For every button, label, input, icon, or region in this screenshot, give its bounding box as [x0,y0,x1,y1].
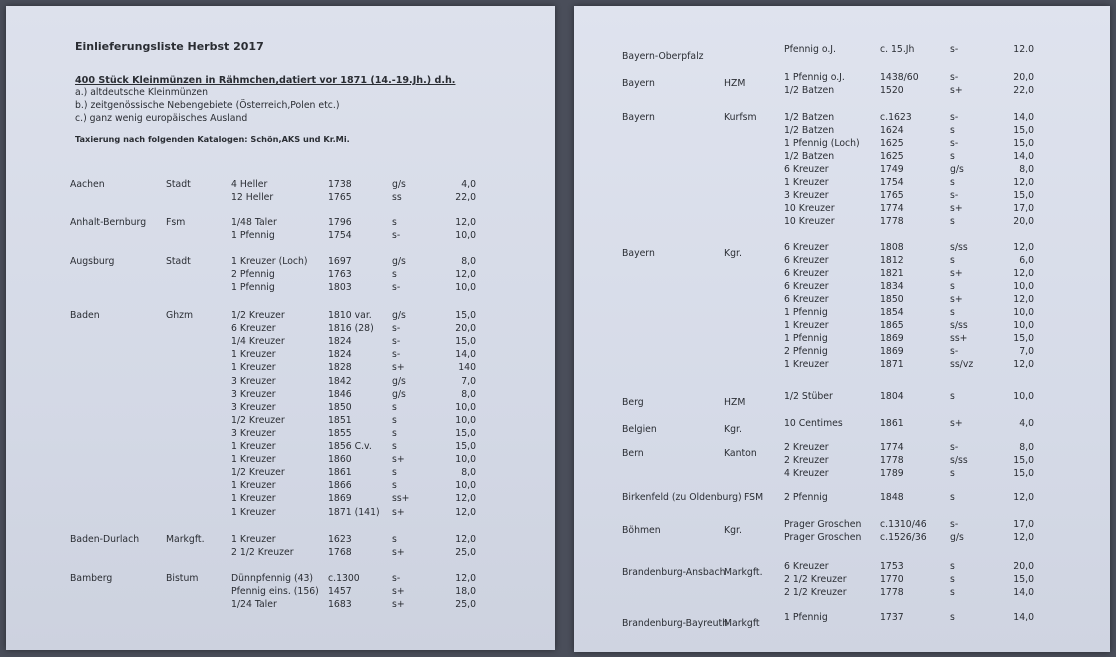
coin-denomination: 1 Kreuzer [231,506,276,518]
coin-year: 1625 [880,138,904,149]
coin-price: 10,0 [1013,391,1034,402]
coin-denomination: 1/2 Batzen [784,125,835,136]
coin-grade: s- [392,323,401,335]
note-c: c.) ganz wenig europäisches Ausland [75,113,248,124]
coin-year: 1856 C.v. [328,441,372,452]
region-name: Birkenfeld (zu Oldenburg) [622,492,742,503]
coin-grade: ss/vz [950,359,974,370]
coin-price: 15,0 [1013,333,1034,344]
coin-year: 1869 [880,333,904,344]
coin-denomination: 3 Kreuzer [231,401,276,413]
coin-price: 15,0 [1013,574,1034,585]
coin-price: 22,0 [1013,85,1034,96]
coin-year: 1789 [880,468,904,479]
region-type: Bistum [166,573,199,584]
coin-denomination: 2 Pfennig [784,492,828,503]
coin-price: 15,0 [455,310,476,321]
coin-price: 8,0 [461,467,476,479]
coin-year: 1457 [328,586,352,598]
coin-denomination: 1 Pfennig o.J. [784,72,845,83]
coin-grade: s+ [950,418,963,429]
coin-grade: s [950,612,955,623]
coin-denomination: 1/4 Kreuzer [231,336,285,348]
coin-year: 1763 [328,269,352,281]
region-type: HZM [724,78,746,89]
coin-denomination: 4 Kreuzer [784,468,829,479]
region-name: Aachen [70,179,105,190]
coin-denomination: 1/2 Batzen [784,151,835,162]
coin-grade: s- [392,230,401,242]
region-name: Anhalt-Bernburg [70,217,147,228]
right-page [574,6,1110,652]
coin-grade: g/s [392,310,406,321]
coin-year: 1804 [880,391,904,402]
coin-denomination: Prager Groschen [784,532,862,543]
coin-year: 1765 [328,192,352,204]
coin-price: 20,0 [1013,72,1034,83]
coin-price: 10,0 [455,414,476,426]
coin-grade: s- [392,282,401,294]
coin-denomination: 3 Kreuzer [784,190,829,201]
region-type: Stadt [166,256,191,267]
region-type: Ghzm [166,310,194,321]
coin-grade: s [950,468,955,479]
coin-grade: s [392,217,397,228]
coin-year: 1520 [880,85,904,96]
coin-year: 1738 [328,179,352,190]
coin-year: 1754 [328,230,352,242]
region-type: FSM [744,492,764,503]
coin-price: 12.0 [1013,44,1034,55]
coin-year: 1683 [328,599,352,611]
coin-grade: s+ [392,506,405,518]
coin-grade: g/s [950,164,964,175]
region-type: Kgr. [724,424,742,435]
coin-year: 1774 [880,442,904,453]
coin-year: c.1300 [328,573,360,584]
coin-price: 8,0 [1019,442,1034,453]
coin-price: 15,0 [1013,138,1034,149]
coin-denomination: 3 Kreuzer [231,427,276,439]
coin-year: 1869 [328,493,352,505]
coin-year: 1774 [880,203,904,214]
coin-grade: g/s [392,179,406,190]
coin-denomination: 2 Pfennig [231,269,275,281]
coin-price: 12,0 [1013,359,1034,370]
coin-denomination: 1 Kreuzer [784,359,829,370]
coin-grade: s+ [392,599,405,611]
coin-denomination: 10 Kreuzer [784,203,835,214]
coin-denomination: 6 Kreuzer [784,281,829,292]
coin-price: 8,0 [461,256,476,267]
coin-price: 22,0 [455,192,476,204]
region-name: Bayern [622,112,655,123]
coin-price: 17,0 [1013,519,1034,530]
coin-price: 140 [458,362,476,374]
coin-denomination: 1 Pfennig [231,282,275,294]
coin-price: 14,0 [1013,112,1034,123]
coin-grade: s+ [950,203,963,214]
coin-denomination: 1/2 Stüber [784,391,833,402]
coin-year: 1812 [880,255,904,266]
coin-price: 12,0 [455,506,476,518]
coin-grade: s [392,441,397,452]
coin-price: 15,0 [455,427,476,439]
coin-year: 1753 [880,561,904,572]
coin-grade: s [950,125,955,136]
coin-grade: s [950,587,955,598]
coin-price: 12,0 [1013,177,1034,188]
coin-denomination: 1 Kreuzer [231,493,276,505]
coin-price: 8,0 [461,388,476,400]
coin-grade: s+ [392,547,405,559]
coin-price: 17,0 [1013,203,1034,214]
coin-denomination: 6 Kreuzer [784,255,829,266]
coin-year: 1846 [328,388,352,400]
coin-grade: s [950,216,955,227]
note-b: b.) zeitgenössische Nebengebiete (Österreich,Polen etc.) [75,100,340,111]
coin-grade: s- [950,442,959,453]
coin-year: 1824 [328,349,352,361]
coin-price: 6,0 [1019,255,1034,266]
coin-year: 1848 [880,492,904,503]
coin-grade: s- [950,112,959,123]
region-type: Kanton [724,448,757,459]
coin-price: 8,0 [1019,164,1034,175]
note-a: a.) altdeutsche Kleinmünzen [75,87,209,98]
coin-year: 1749 [880,164,904,175]
coin-grade: s- [392,573,401,584]
coin-denomination: Dünnpfennig (43) [231,573,314,584]
coin-year: 1778 [880,216,904,227]
coin-grade: s- [950,44,959,55]
coin-price: 12,0 [455,493,476,505]
coin-price: 14,0 [1013,612,1034,623]
coin-price: 10,0 [1013,320,1034,331]
region-name: Augsburg [70,256,115,267]
coin-price: 10,0 [455,401,476,413]
region-name: Bamberg [70,573,113,584]
coin-grade: s- [950,138,959,149]
coin-price: 15,0 [455,441,476,452]
coin-grade: s [950,391,955,402]
coin-denomination: 1 Kreuzer [784,177,829,188]
coin-denomination: 1 Pfennig [231,230,275,242]
coin-denomination: 4 Heller [231,179,268,190]
coin-year: 1754 [880,177,904,188]
coin-year: 1808 [880,242,904,253]
coin-grade: s+ [392,454,405,466]
coin-grade: s/ss [950,320,968,331]
coin-year: c.1310/46 [880,519,927,530]
coin-grade: ss+ [392,493,410,505]
coin-grade: s [950,492,955,503]
coin-denomination: 2 1/2 Kreuzer [231,547,294,559]
coin-denomination: Prager Groschen [784,519,862,530]
coin-denomination: 1 Kreuzer [784,320,829,331]
coin-price: 12,0 [1013,294,1034,305]
region-name: Brandenburg-Ansbach [622,567,726,578]
region-type: HZM [724,397,746,408]
coin-grade: s/ss [950,242,968,253]
region-type: Markgft. [166,534,205,545]
coin-denomination: 3 Kreuzer [231,375,276,387]
coin-price: 10,0 [455,230,476,242]
coin-denomination: 1 Kreuzer [231,441,276,452]
coin-grade: s+ [950,85,963,96]
coin-price: 14,0 [1013,151,1034,162]
region-name: Baden [70,310,100,321]
coin-denomination: 2 Pfennig [784,346,828,357]
region-name: Bayern-Oberpfalz [622,51,704,62]
coin-grade: ss [392,192,402,204]
region-name: Belgien [622,424,657,435]
coin-denomination: 6 Kreuzer [784,164,829,175]
coin-year: 1697 [328,256,352,267]
region-name: Brandenburg-Bayreuth [622,618,729,629]
coin-price: 12,0 [455,534,476,545]
region-name: Bayern [622,248,655,259]
region-type: Kgr. [724,525,742,536]
coin-year: 1821 [880,268,904,279]
coin-denomination: 1 Kreuzer [231,534,276,545]
coin-price: 10,0 [455,454,476,466]
coin-grade: g/s [392,388,406,400]
coin-denomination: 1 Kreuzer [231,362,276,374]
coin-denomination: 1 Kreuzer [231,454,276,466]
coin-denomination: 1 Kreuzer [231,349,276,361]
coin-year: 1768 [328,547,352,559]
coin-grade: s [392,427,397,439]
coin-year: 1855 [328,427,352,439]
coin-year: 1624 [880,125,904,136]
coin-year: 1842 [328,375,352,387]
coin-denomination: 1 Pfennig [784,612,828,623]
page-title: Einlieferungsliste Herbst 2017 [75,40,264,53]
coin-denomination: 2 Kreuzer [784,455,829,466]
coin-grade: s [950,281,955,292]
coin-year: 1851 [328,414,352,426]
coin-year: 1854 [880,307,904,318]
coin-year: 1778 [880,587,904,598]
coin-denomination: 10 Kreuzer [784,216,835,227]
coin-denomination: 1 Kreuzer (Loch) [231,256,308,267]
coin-denomination: 1 Kreuzer [231,480,276,492]
region-type: Markgft. [724,567,763,578]
coin-denomination: 6 Kreuzer [784,294,829,305]
coin-price: 20,0 [1013,561,1034,572]
coin-price: 14,0 [455,349,476,361]
region-type: Kgr. [724,248,742,259]
coin-grade: ss+ [950,333,968,344]
region-type: Markgft [724,618,760,629]
coin-price: 20,0 [1013,216,1034,227]
coin-year: 1861 [880,418,904,429]
coin-year: 1824 [328,336,352,348]
coin-price: 10,0 [455,480,476,492]
coin-year: 1625 [880,151,904,162]
coin-year: 1778 [880,455,904,466]
coin-price: 15,0 [1013,468,1034,479]
coin-year: 1770 [880,574,904,585]
coin-grade: s/ss [950,455,968,466]
coin-denomination: 1/2 Kreuzer [231,414,285,426]
coin-grade: s- [950,72,959,83]
lot-description: 400 Stück Kleinmünzen in Rähmchen,datiert vor 1871 (14.-19.Jh.) d.h. [75,75,456,86]
coin-denomination: 2 1/2 Kreuzer [784,587,847,598]
coin-grade: s- [392,336,401,348]
coin-year: 1860 [328,454,352,466]
coin-price: 15,0 [1013,125,1034,136]
coin-year: 1850 [880,294,904,305]
coin-grade: s [950,177,955,188]
coin-year: 1834 [880,281,904,292]
region-type: Fsm [166,217,186,228]
coin-denomination: 1/2 Batzen [784,85,835,96]
coin-year: 1765 [880,190,904,201]
coin-price: 4,0 [1019,418,1034,429]
coin-price: 12,0 [455,217,476,228]
coin-year: 1623 [328,534,352,545]
coin-denomination: 1/48 Taler [231,217,277,228]
coin-denomination: 10 Centimes [784,418,843,429]
coin-price: 15,0 [1013,190,1034,201]
coin-denomination: Pfennig o.J. [784,44,836,55]
region-name: Berg [622,397,644,408]
coin-denomination: 1/24 Taler [231,599,277,611]
coin-grade: s- [950,519,959,530]
coin-grade: s [392,480,397,492]
coin-price: 10,0 [455,282,476,294]
region-type: Stadt [166,179,191,190]
coin-year: 1869 [880,346,904,357]
region-type: Kurfsm [724,112,757,123]
coin-year: 1803 [328,282,352,294]
region-name: Böhmen [622,525,661,536]
coin-denomination: 2 Kreuzer [784,442,829,453]
coin-denomination: 1 Pfennig [784,307,828,318]
coin-year: 1816 (28) [328,323,374,335]
coin-year: 1861 [328,467,352,479]
coin-grade: s [392,414,397,426]
coin-year: c. 15.Jh [880,44,915,55]
coin-year: 1871 [880,359,904,370]
coin-denomination: 1 Pfennig [784,333,828,344]
coin-grade: g/s [392,375,406,387]
coin-price: 12,0 [455,269,476,281]
coin-year: 1810 var. [328,310,372,321]
coin-grade: s+ [950,268,963,279]
coin-price: 20,0 [455,323,476,335]
coin-grade: g/s [950,532,964,543]
coin-price: 14,0 [1013,587,1034,598]
coin-grade: s+ [392,586,405,598]
coin-price: 10,0 [1013,307,1034,318]
coin-year: 1796 [328,217,352,228]
coin-year: 1866 [328,480,352,492]
coin-year: 1865 [880,320,904,331]
left-page [6,6,555,650]
coin-grade: s [392,467,397,479]
coin-grade: s- [950,190,959,201]
coin-price: 25,0 [455,547,476,559]
coin-year: 1438/60 [880,72,919,83]
coin-year: 1737 [880,612,904,623]
coin-price: 12,0 [1013,492,1034,503]
coin-denomination: 2 1/2 Kreuzer [784,574,847,585]
coin-grade: s [392,401,397,413]
coin-year: 1871 (141) [328,506,380,518]
coin-grade: s [950,307,955,318]
catalog-note: Taxierung nach folgenden Katalogen: Schön,AKS und Kr.Mi. [75,134,350,144]
coin-grade: s+ [950,294,963,305]
coin-price: 12,0 [1013,532,1034,543]
coin-price: 12,0 [1013,268,1034,279]
coin-year: 1828 [328,362,352,374]
coin-denomination: 1 Pfennig (Loch) [784,138,860,149]
coin-denomination: Pfennig eins. (156) [231,586,319,598]
coin-denomination: 1/2 Batzen [784,112,835,123]
coin-denomination: 6 Kreuzer [784,561,829,572]
coin-grade: s- [950,346,959,357]
coin-denomination: 6 Kreuzer [784,242,829,253]
coin-price: 10,0 [1013,281,1034,292]
coin-denomination: 3 Kreuzer [231,388,276,400]
coin-price: 15,0 [1013,455,1034,466]
coin-price: 12,0 [1013,242,1034,253]
coin-denomination: 6 Kreuzer [784,268,829,279]
coin-grade: s [392,534,397,545]
coin-grade: g/s [392,256,406,267]
coin-denomination: 12 Heller [231,192,274,204]
coin-price: 12,0 [455,573,476,584]
coin-denomination: 6 Kreuzer [231,323,276,335]
coin-price: 18,0 [455,586,476,598]
coin-grade: s [950,574,955,585]
coin-year: 1850 [328,401,352,413]
region-name: Bayern [622,78,655,89]
coin-grade: s+ [392,362,405,374]
coin-grade: s- [392,349,401,361]
region-name: Baden-Durlach [70,534,140,545]
coin-price: 15,0 [455,336,476,348]
coin-price: 7,0 [461,375,476,387]
region-name: Bern [622,448,644,459]
coin-denomination: 1/2 Kreuzer [231,467,285,479]
coin-year: c.1623 [880,112,912,123]
coin-grade: s [950,561,955,572]
coin-grade: s [950,255,955,266]
coin-price: 25,0 [455,599,476,611]
coin-grade: s [950,151,955,162]
coin-denomination: 1/2 Kreuzer [231,310,285,321]
coin-year: c.1526/36 [880,532,927,543]
coin-price: 7,0 [1019,346,1034,357]
coin-grade: s [392,269,397,281]
coin-price: 4,0 [461,179,476,190]
